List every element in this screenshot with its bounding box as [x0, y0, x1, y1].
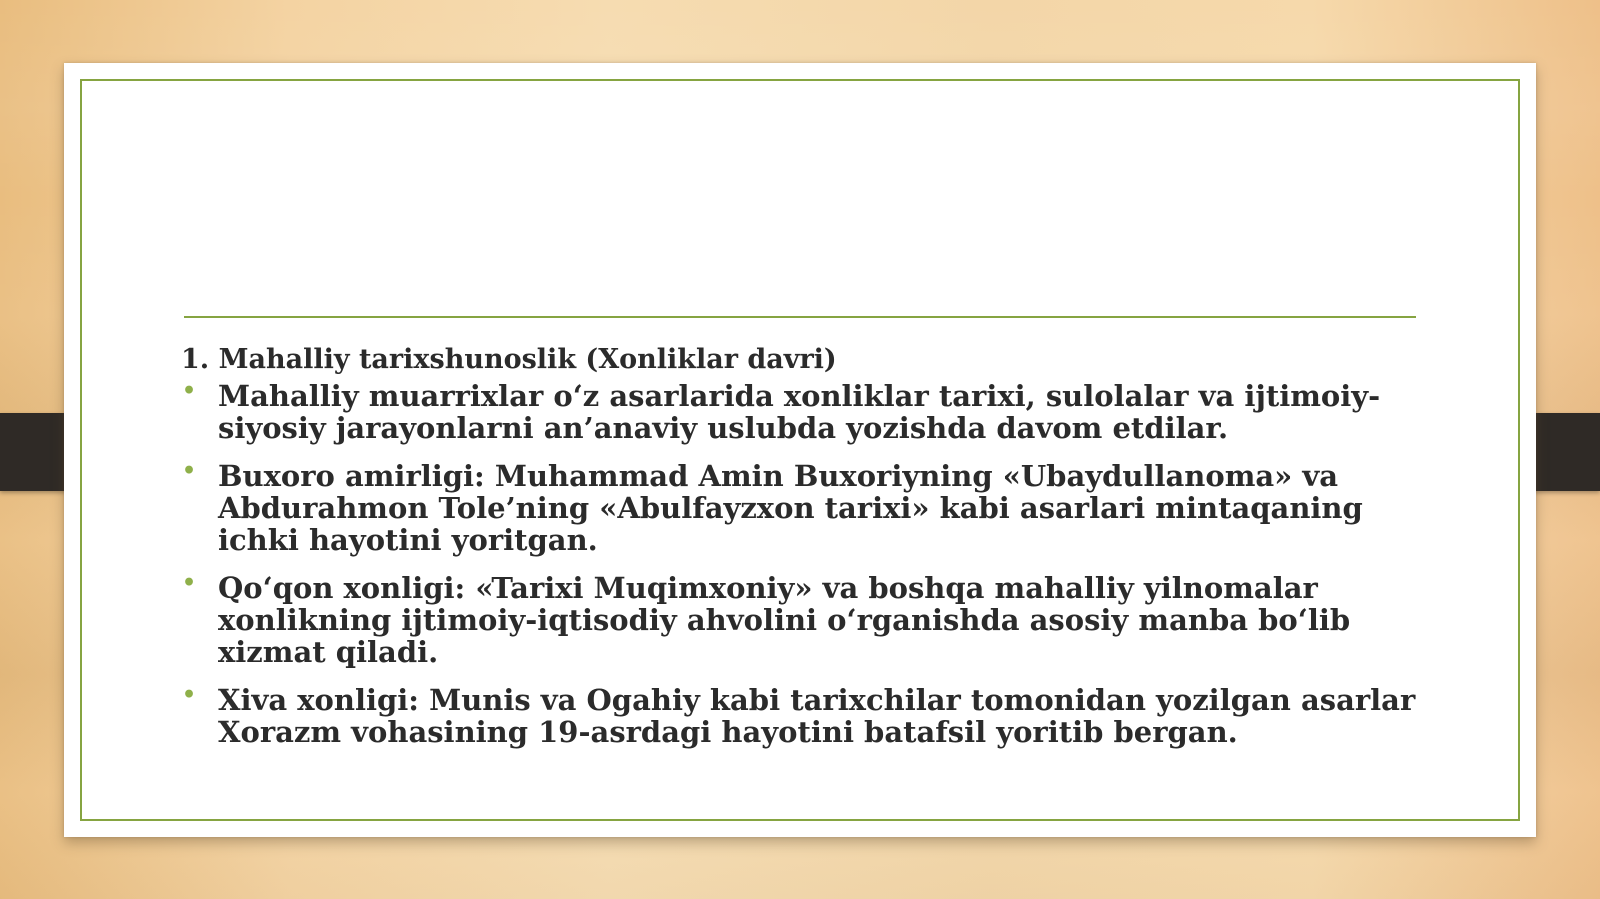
- section-heading: 1. Mahalliy tarixshunoslik (Xonliklar davri): [181, 344, 837, 375]
- bullet-item: [181, 684, 1431, 748]
- bullet-text: Qo‘qon xonligi: «Tarixi Muqimxoniy» va boshqa mahalliy yilnomalar xonlikning ijtimoiy-iqtisodiy ahvolini o‘rganishda asosiy manba bo‘lib xizmat qiladi.: [218, 571, 1351, 669]
- bullet-text: Buxoro amirligi: Muhammad Amin Buxoriyning «Ubaydullanoma» va Abdurahmon Tole’ning «Abulfayzxon tarixi» kabi asarlari mintaqaning ichki hayotini yoritgan.: [218, 459, 1363, 557]
- bullet-dot-icon: •: [182, 378, 197, 404]
- bullet-dot-icon: •: [182, 682, 197, 708]
- bullet-item: [181, 460, 1431, 556]
- bullet-text: Mahalliy muarrixlar o‘z asarlarida xonliklar tarixi, sulolalar va ijtimoiy-siyosiy jarayonlarni an’anaviy uslubda yozishda davom etdilar.: [218, 379, 1381, 445]
- bullet-dot-icon: •: [182, 570, 197, 596]
- bullet-item: [181, 572, 1431, 668]
- bullet-text: Xiva xonligi: Munis va Ogahiy kabi tarixchilar tomonidan yozilgan asarlar Xorazm vohasining 19-asrdagi hayotini batafsil yoritib bergan.: [218, 683, 1416, 749]
- title-divider-line: [184, 316, 1416, 318]
- bullet-dot-icon: •: [182, 458, 197, 484]
- slide-paper: [64, 63, 1536, 837]
- slide-content: [181, 343, 1431, 764]
- bullet-list: [181, 380, 1431, 748]
- bullet-item: [181, 380, 1431, 444]
